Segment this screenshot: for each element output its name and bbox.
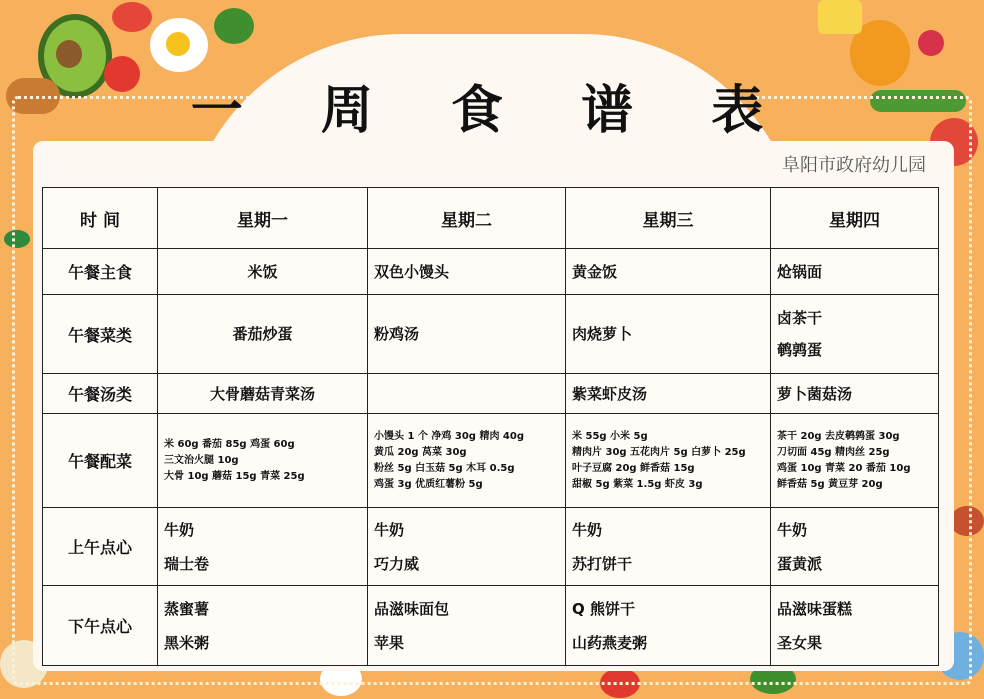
menu-item: 山药燕麦粥 (572, 633, 648, 652)
menu-item: 双色小馒头 (374, 262, 450, 281)
menu-cell (368, 508, 566, 586)
ingredient-line: 叶子豆腐 20g 鲜香菇 15g (572, 462, 695, 474)
table-row (43, 295, 939, 374)
table-row (43, 414, 939, 508)
row-label: 午餐配菜 (43, 414, 158, 508)
menu-cell (771, 249, 939, 295)
menu-item: 牛奶 (572, 520, 603, 539)
menu-item: 牛奶 (777, 520, 808, 539)
header-thursday: 星期四 (771, 188, 939, 249)
ingredient-cell (566, 414, 771, 508)
menu-item: 番茄炒蛋 (232, 325, 293, 343)
row-label: 午餐主食 (43, 249, 158, 295)
table-row (43, 249, 939, 295)
ingredient-line: 粉丝 5g 白玉菇 5g 木耳 0.5g (374, 462, 515, 474)
menu-cell (368, 586, 566, 666)
header-monday: 星期一 (158, 188, 368, 249)
ingredient-line: 大骨 10g 蘑菇 15g 青菜 25g (164, 470, 305, 482)
ingredient-line: 鸡蛋 3g 优质红薯粉 5g (374, 478, 483, 490)
header-row (43, 188, 939, 249)
menu-cell-empty (368, 374, 566, 414)
menu-cell (566, 249, 771, 295)
table-row (43, 374, 939, 414)
menu-item: 肉烧萝卜 (572, 325, 633, 343)
menu-item: 蛋黄派 (777, 554, 823, 573)
menu-cell (771, 295, 939, 374)
menu-cell (566, 295, 771, 374)
avocado-pit-decoration (56, 40, 82, 68)
menu-item: 苹果 (374, 633, 405, 652)
menu-cell (566, 508, 771, 586)
row-label: 上午点心 (43, 508, 158, 586)
menu-cell (566, 586, 771, 666)
weekly-menu-table (42, 187, 939, 666)
ingredient-line: 茶干 20g 去皮鹌鹑蛋 30g (777, 430, 900, 442)
menu-item: 粉鸡汤 (374, 325, 420, 343)
row-label: 下午点心 (43, 586, 158, 666)
header-tuesday: 星期二 (368, 188, 566, 249)
ingredient-line: 精肉片 30g 五花肉片 5g 白萝卜 25g (572, 446, 746, 458)
menu-item: 巧力威 (374, 554, 420, 573)
ingredient-line: 米 55g 小米 5g (572, 430, 648, 442)
menu-cell (368, 295, 566, 374)
menu-cell (158, 374, 368, 414)
menu-item: 炝锅面 (777, 262, 823, 281)
menu-item: 瑞士卷 (164, 554, 210, 573)
menu-item: 米饭 (247, 262, 278, 281)
ingredient-line: 鲜香菇 5g 黄豆芽 20g (777, 478, 883, 490)
ingredient-cell (368, 414, 566, 508)
menu-item: 品滋味面包 (374, 599, 450, 618)
ingredient-line: 小馒头 1 个 净鸡 30g 精肉 40g (374, 430, 524, 442)
ingredient-line: 米 60g 番茄 85g 鸡蛋 60g (164, 438, 295, 450)
menu-cell (158, 295, 368, 374)
menu-cell (158, 249, 368, 295)
page-title: 一 周 食 谱 表 (190, 81, 794, 141)
menu-item: 紫菜虾皮汤 (572, 384, 648, 403)
tomato-slice-decoration (112, 2, 152, 32)
ingredient-line: 黄瓜 20g 莴菜 30g (374, 446, 467, 458)
menu-item: 牛奶 (374, 520, 405, 539)
menu-cell (158, 508, 368, 586)
radish-decoration (918, 30, 944, 56)
table-row (43, 508, 939, 586)
menu-item: 萝卜菌菇汤 (777, 384, 853, 403)
ingredient-cell (771, 414, 939, 508)
menu-item: 品滋味蛋糕 (777, 599, 853, 618)
row-label: 午餐汤类 (43, 374, 158, 414)
row-label: 午餐菜类 (43, 295, 158, 374)
menu-cell (771, 586, 939, 666)
header-time: 时 间 (43, 188, 158, 249)
menu-item: 牛奶 (164, 520, 195, 539)
menu-cell (158, 586, 368, 666)
menu-item: 黑米粥 (164, 633, 210, 652)
ingredient-line: 刀切面 45g 精肉丝 25g (777, 446, 890, 458)
tomato-decoration (104, 56, 140, 92)
menu-item: 卤茶干 (777, 309, 823, 327)
menu-cell (566, 374, 771, 414)
menu-item: 圣女果 (777, 633, 823, 652)
ingredient-line: 甜椒 5g 紫菜 1.5g 虾皮 3g (572, 478, 703, 490)
menu-item: 大骨蘑菇青菜汤 (209, 384, 315, 403)
menu-item: Q 熊饼干 (572, 599, 635, 618)
menu-item: 鹌鹑蛋 (777, 341, 823, 359)
cheese-decoration (818, 0, 862, 34)
menu-cell (368, 249, 566, 295)
menu-cell (771, 374, 939, 414)
ingredient-line: 鸡蛋 10g 青菜 20 番茄 10g (777, 462, 911, 474)
menu-item: 黄金饭 (572, 262, 618, 281)
menu-cell (771, 508, 939, 586)
school-name: 阜阳市政府幼儿园 (782, 155, 926, 176)
menu-item: 蒸蜜薯 (164, 599, 210, 618)
egg-yolk-decoration (166, 32, 190, 56)
table-row (43, 586, 939, 666)
broccoli-decoration (214, 8, 254, 44)
header-wednesday: 星期三 (566, 188, 771, 249)
ingredient-line: 三文治火腿 10g (164, 454, 239, 466)
menu-item: 苏打饼干 (572, 554, 633, 573)
ingredient-cell (158, 414, 368, 508)
